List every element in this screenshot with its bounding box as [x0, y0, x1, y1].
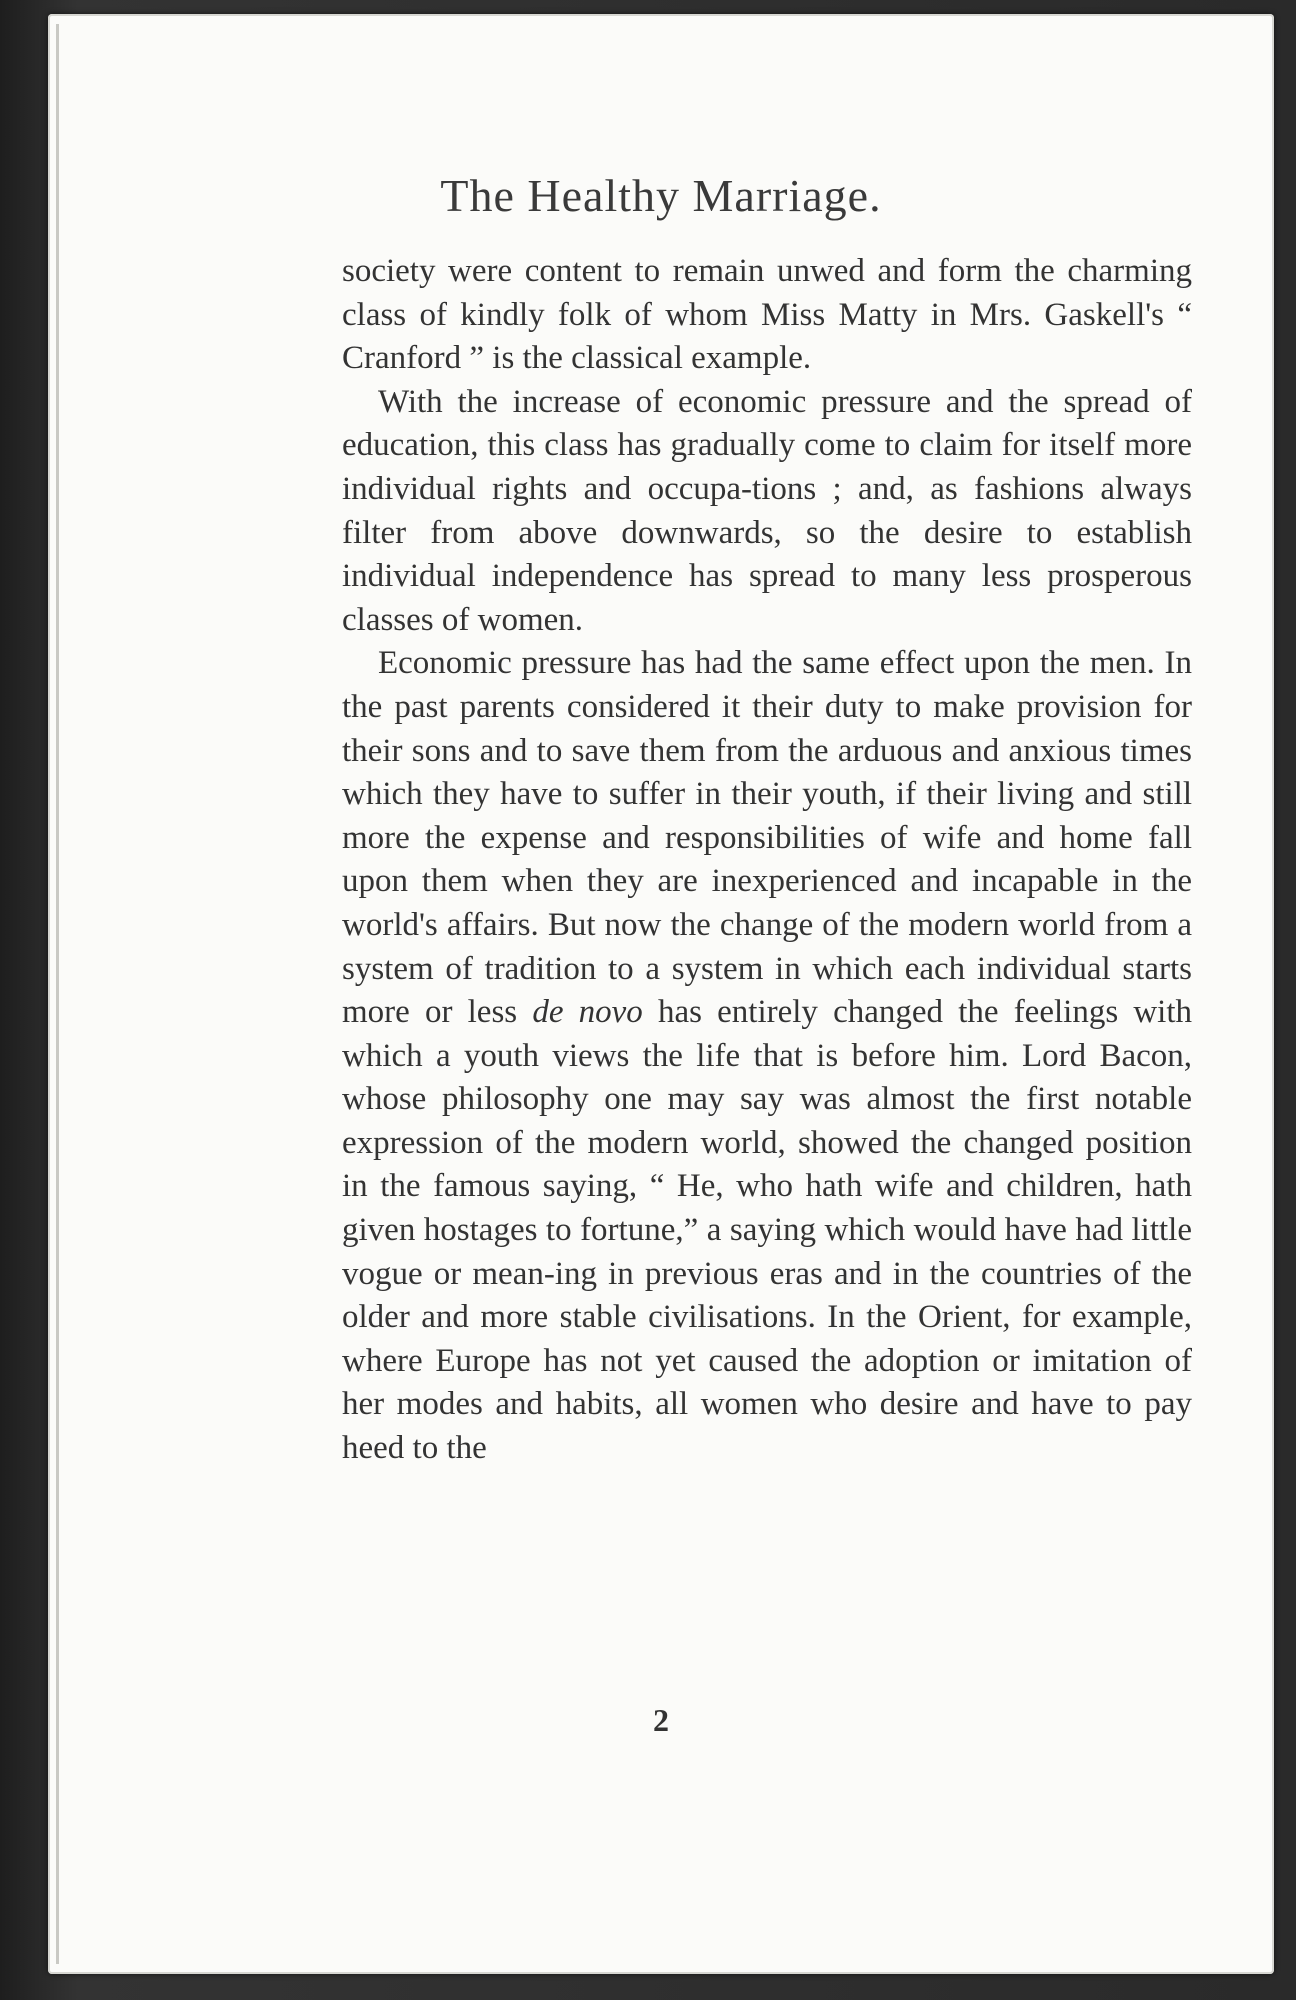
paragraph-3 [342, 642, 1192, 1470]
paragraph-3-part-a: Economic pressure has had the same effect upon the men. In the past parents considered it their duty to make provision for their sons and to save them from the arduous and anxious times which they have to suffer in their youth, if their living and still more the expense and responsibilities of wife and home fall upon them when they are inexperienced and incapable in the world's affairs. But now the change of the modern world from a system of tradition to a system in which each individual starts more or less [342, 645, 1192, 1031]
paragraph-3-part-b: has entirely changed the feelings with which a youth views the life that is before him. Lord Bacon, whose philosophy one may say was almost the first notable expression of the modern world, showed the changed position in the famous saying, “ He, who hath wife and children, hath given hostages to fortune,” a saying which would have had little vogue or mean-ing in previous eras and in the countries of the older and more stable civilisations. In the Orient, for example, where Europe has not yet caused the adoption or imitation of her modes and habits, all women who desire and have to pay heed to the [342, 994, 1193, 1467]
italic-phrase: de novo [532, 994, 643, 1031]
running-head: The Healthy Marriage. [440, 170, 882, 221]
paragraph-1: society were content to remain unwed and form the charming class of kindly folk of whom Miss Matty in Mrs. Gaskell's “ Cranford ” is the classical example. [342, 253, 1192, 377]
paragraph-2: With the increase of economic pressure and the spread of education, this class has gradually come to claim for itself more individual rights and occupa-tions ; and, as fashions always filter from above downwards, so the desire to establish individual independence has spread to many less prosperous classes of women. [342, 383, 1192, 638]
page-number: 2 [653, 1702, 669, 1738]
body-text [342, 250, 1192, 1471]
book-page [48, 14, 1274, 1974]
